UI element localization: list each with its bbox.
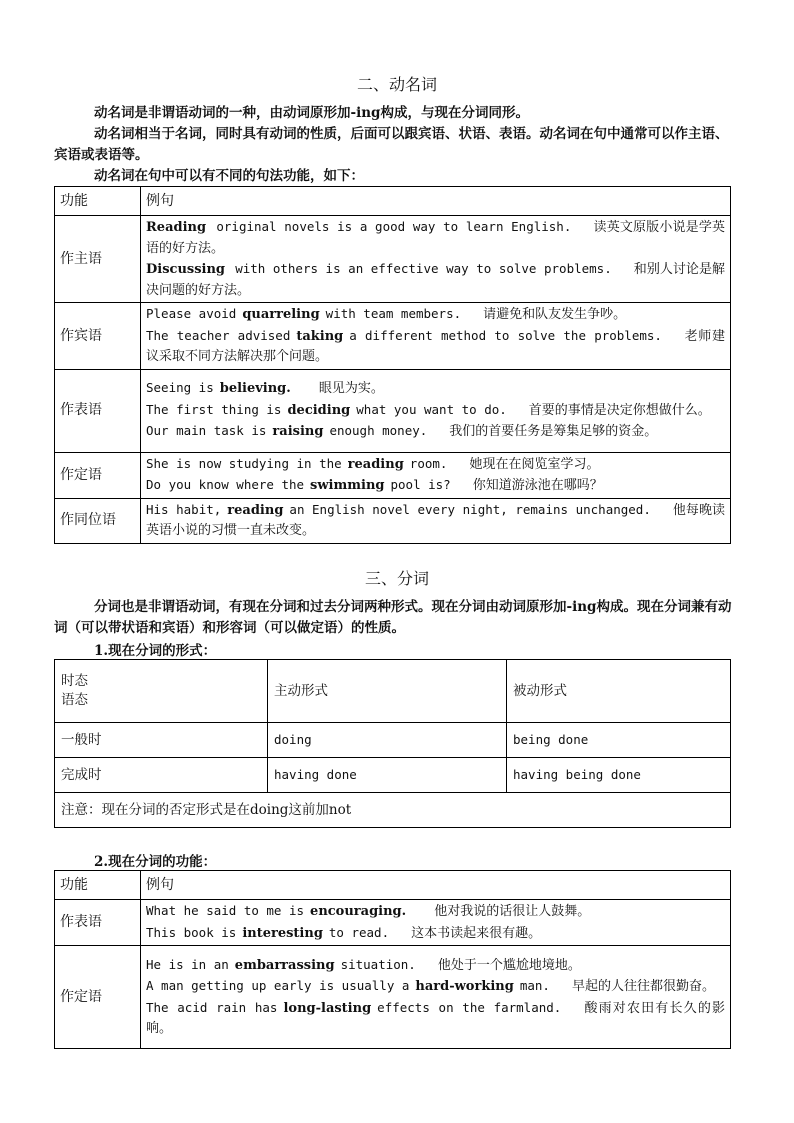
- example-cell: [141, 946, 731, 1049]
- header-tense: 时态: [61, 673, 88, 689]
- active-cell: having done: [268, 758, 507, 793]
- example-sentence: A man getting up early is usually a hard-working man. 早起的人往往都很勤奋。: [146, 978, 715, 994]
- header-example: 例句: [141, 871, 731, 900]
- header-passive: 被动形式: [507, 660, 731, 723]
- example-sentence: The first thing is deciding what you want to do. 首要的事情是决定你想做什么。: [146, 401, 711, 418]
- example-sentence: This book is interesting to read. 这本书读起来很有趣。: [146, 924, 542, 941]
- example-sentence: The teacher advised taking a different method to solve the problems. 老师建议采取不同方法解决那个问题。: [146, 327, 725, 364]
- table-row: [55, 793, 731, 828]
- table-row: [55, 369, 731, 452]
- example-sentence: His habit, reading an English novel every night, remains unchanged. 他每晚读英语小说的习惯一直未改变。: [146, 501, 725, 538]
- section-title-gerund: 二、动名词: [356, 75, 437, 94]
- participle-forms-heading: 1.现在分词的形式：: [94, 643, 217, 659]
- participle-forms-table: [54, 659, 731, 828]
- function-cell: 作定语: [55, 946, 141, 1049]
- header-example: 例句: [141, 187, 731, 216]
- gerund-intro-paragraph-2: 动名词相当于名词，同时具有动词的性质，后面可以跟宾语、状语、表语。动名词在句中通常可以作主语、宾语或表语等。: [54, 126, 729, 163]
- table-row: [55, 758, 731, 793]
- function-cell: 作表语: [55, 369, 141, 452]
- header-tense-voice: [55, 660, 268, 723]
- participle-function-table: [54, 870, 731, 1049]
- active-cell: doing: [268, 723, 507, 758]
- header-function: 功能: [55, 871, 141, 900]
- function-cell: 作同位语: [55, 498, 141, 543]
- tense-cell: 一般时: [55, 723, 268, 758]
- example-sentence: Reading original novels is a good way to learn English. 读英文原版小说是学英语的好方法。: [146, 219, 725, 256]
- gerund-intro-paragraph-3: 动名词在句中可以有不同的句法功能，如下：: [94, 168, 364, 184]
- table-header-row: [55, 187, 731, 216]
- section-title-participle: 三、分词: [364, 569, 429, 588]
- example-sentence: Our main task is raising enough money. 我们的首要任务是筹集足够的资金。: [146, 423, 658, 440]
- example-sentence: She is now studying in the reading room. 她现在在阅览室学习。: [146, 455, 600, 472]
- example-cell: [141, 216, 731, 303]
- tense-cell: 完成时: [55, 758, 268, 793]
- passive-cell: having being done: [507, 758, 731, 793]
- header-voice: 语态: [61, 692, 88, 708]
- example-cell: [141, 900, 731, 946]
- example-cell: [141, 498, 731, 543]
- passive-cell: being done: [507, 723, 731, 758]
- table-header-row: [55, 871, 731, 900]
- header-active: 主动形式: [268, 660, 507, 723]
- example-sentence: He is in an embarrassing situation. 他处于一个尴尬地境地。: [146, 956, 581, 973]
- gerund-intro-paragraph-1: 动名词是非谓语动词的一种，由动词原形加-ing构成，与现在分词同形。: [94, 105, 529, 121]
- table-row: [55, 452, 731, 498]
- example-sentence: Do you know where the swimming pool is? 你知道游泳池在哪吗？: [146, 477, 603, 493]
- example-sentence: Seeing is believing. 眼见为实。: [146, 380, 384, 397]
- gerund-function-table: [54, 186, 731, 544]
- function-cell: 作宾语: [55, 303, 141, 370]
- participle-intro-paragraph: 分词也是非谓语动词，有现在分词和过去分词两种形式。现在分词由动词原形加-ing构成。现在分词兼有动词（可以带状语和宾语）和形容词（可以做定语）的性质。: [54, 599, 732, 636]
- example-sentence: Discussing with others is an effective way to solve problems. 和别人讨论是解决问题的好方法。: [146, 261, 725, 298]
- example-cell: [141, 452, 731, 498]
- header-function: 功能: [55, 187, 141, 216]
- function-cell: 作定语: [55, 452, 141, 498]
- table-row: [55, 946, 731, 1049]
- example-cell: [141, 369, 731, 452]
- table-row: [55, 900, 731, 946]
- function-cell: 作表语: [55, 900, 141, 946]
- function-cell: 作主语: [55, 216, 141, 303]
- example-sentence: What he said to me is encouraging. 他对我说的话很让人鼓舞。: [146, 903, 591, 919]
- table-header-row: [55, 660, 731, 723]
- example-sentence: The acid rain has long-lasting effects on the farmland. 酸雨对农田有长久的影响。: [146, 999, 725, 1036]
- table-row: [55, 303, 731, 370]
- example-sentence: Please avoid quarreling with team members. 请避免和队友发生争吵。: [146, 306, 627, 322]
- table-row: [55, 216, 731, 303]
- table-row: [55, 723, 731, 758]
- example-cell: [141, 303, 731, 370]
- note-cell: 注意：现在分词的否定形式是在doing这前加not: [55, 793, 731, 828]
- participle-functions-heading: 2.现在分词的功能：: [94, 854, 217, 870]
- table-row: [55, 498, 731, 543]
